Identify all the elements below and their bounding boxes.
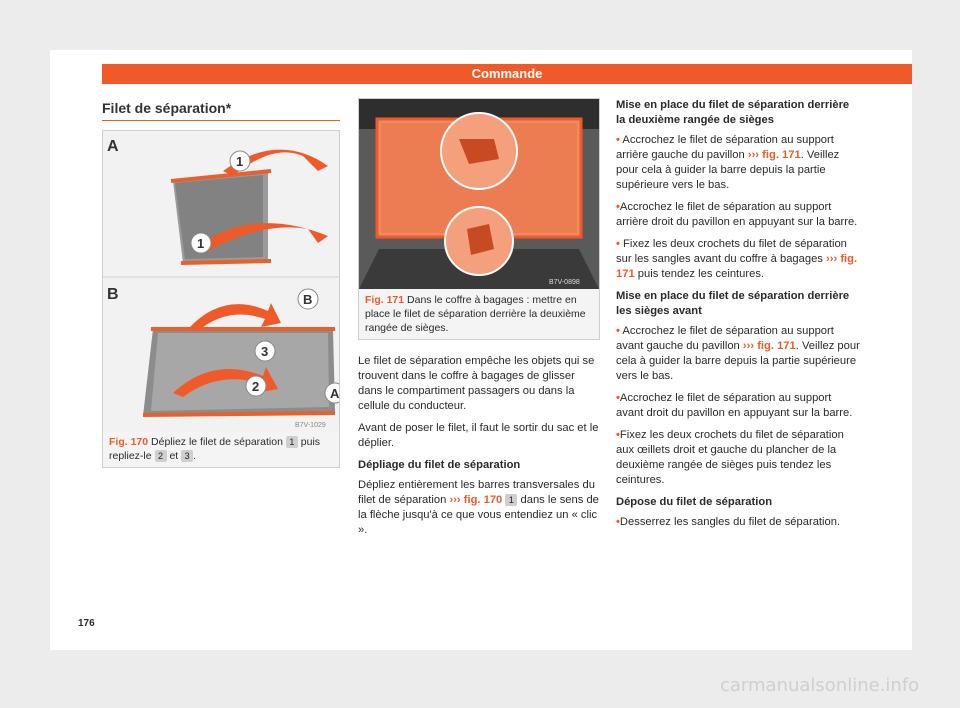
bullet-7: • Desserrez les sangles du filet de séparation. <box>616 515 860 530</box>
figure-code: B7V-1029 <box>295 422 326 429</box>
watermark: carmanualsonline.info <box>720 675 920 696</box>
ref-arrows: ››› <box>449 494 461 506</box>
marker-3: 3 <box>261 344 269 359</box>
figure-170-illustration <box>103 131 339 431</box>
ref-arrows: ››› <box>747 149 760 161</box>
heading-behind-second-row: Mise en place du filet de séparation derrière la deuxième rangée de sièges <box>616 99 850 126</box>
num-badge: 1 <box>505 494 517 506</box>
figure-170 <box>102 130 340 468</box>
heading-unfold: Dépliage du filet de séparation <box>358 459 521 471</box>
bullet-5: • Accrochez le filet de séparation au support avant droit du pavillon en appuyant sur la barre. <box>616 391 860 421</box>
figure-171-illustration <box>359 99 599 289</box>
figure-link[interactable]: fig. 171 <box>616 253 858 280</box>
bullet-3 <box>616 237 860 282</box>
chapter-header: Commande <box>102 64 912 84</box>
section-rule <box>102 120 340 121</box>
bullet-4 <box>616 324 860 384</box>
caption-text-2: puis repliez-le <box>109 436 321 462</box>
num-badge: 3 <box>181 450 193 462</box>
paragraph-2: Avant de poser le filet, il faut le sortir du sac et le déplier. <box>358 422 599 449</box>
caption-text-3: et <box>169 450 179 462</box>
figure-171-caption <box>359 289 599 339</box>
text: . Veillez pour cela à guider la barre depuis la partie supérieure vers le bas. <box>616 149 840 191</box>
heading-removal: Dépose du filet de séparation <box>616 496 773 508</box>
bullet-1 <box>616 133 860 193</box>
bullet-2: • Accrochez le filet de séparation au support arrière droit du pavillon en appuyant sur la barre. <box>616 200 860 230</box>
marker-a: A <box>330 386 339 401</box>
figure-link[interactable]: fig. 171 <box>757 340 796 352</box>
page-number: 176 <box>78 618 95 629</box>
caption-label: Fig. 171 <box>365 294 405 306</box>
figure-170-caption <box>103 431 339 467</box>
caption-end: . <box>193 450 197 462</box>
num-badge: 1 <box>286 436 298 448</box>
caption-text-1: Dépliez le filet de séparation <box>151 436 283 448</box>
marker-b: B <box>303 292 313 307</box>
heading-behind-front-seats: Mise en place du filet de séparation derrière les sièges avant <box>616 290 850 317</box>
figure-link[interactable]: fig. 170 <box>463 494 503 506</box>
text: puis tendez les ceintures. <box>637 268 765 280</box>
text: Dépliez entièrement les barres transversales du filet de séparation <box>358 479 595 506</box>
marker-1-top: 1 <box>236 154 244 169</box>
panel-b-label: B <box>107 286 119 303</box>
num-badge: 2 <box>155 450 167 462</box>
column-2 <box>358 98 600 545</box>
folded-net-a <box>171 171 271 263</box>
paragraph-1: Le filet de séparation empêche les objets qui se trouvent dans le coffre à bagages de glisser dans le compartiment passagers ou dans la cellule du conducteur. <box>358 355 595 412</box>
panel-a-label: A <box>107 138 119 155</box>
text: Fixez les deux crochets du filet de séparation sur les sangles avant du coffre à bagages <box>616 238 847 265</box>
marker-1-bottom: 1 <box>197 236 205 251</box>
figure-170-frame <box>102 130 340 468</box>
manual-page <box>50 50 912 650</box>
text: dans le sens de la flèche jusqu'à ce que vous entendiez un « clic ». <box>358 494 599 536</box>
column-3 <box>616 98 860 537</box>
text: . Veillez pour cela à guider la barre depuis la partie supérieure vers le bas. <box>616 340 860 382</box>
figure-link[interactable]: fig. 171 <box>762 149 801 161</box>
ref-arrows: ››› <box>742 340 755 352</box>
bullet-6: • Fixez les deux crochets du filet de séparation aux œillets droit et gauche du plancher de la deuxième rangée de sièges puis tendez les ceintures. <box>616 428 860 488</box>
paragraph-3 <box>358 478 600 538</box>
caption-text: Dans le coffre à bagages : mettre en place le filet de séparation derrière la deuxième rangée de sièges. <box>365 294 586 334</box>
ref-arrows: ››› <box>826 253 838 265</box>
caption-label: Fig. 170 <box>109 436 149 448</box>
section-title: Filet de séparation* <box>102 100 232 116</box>
marker-2: 2 <box>252 379 260 394</box>
text: Accrochez le filet de séparation au support arrière gauche du pavillon <box>616 134 834 161</box>
figure-171-frame <box>358 98 600 340</box>
text: Accrochez le filet de séparation au support avant gauche du pavillon <box>616 325 834 352</box>
figure-code: B7V-0898 <box>549 279 580 286</box>
